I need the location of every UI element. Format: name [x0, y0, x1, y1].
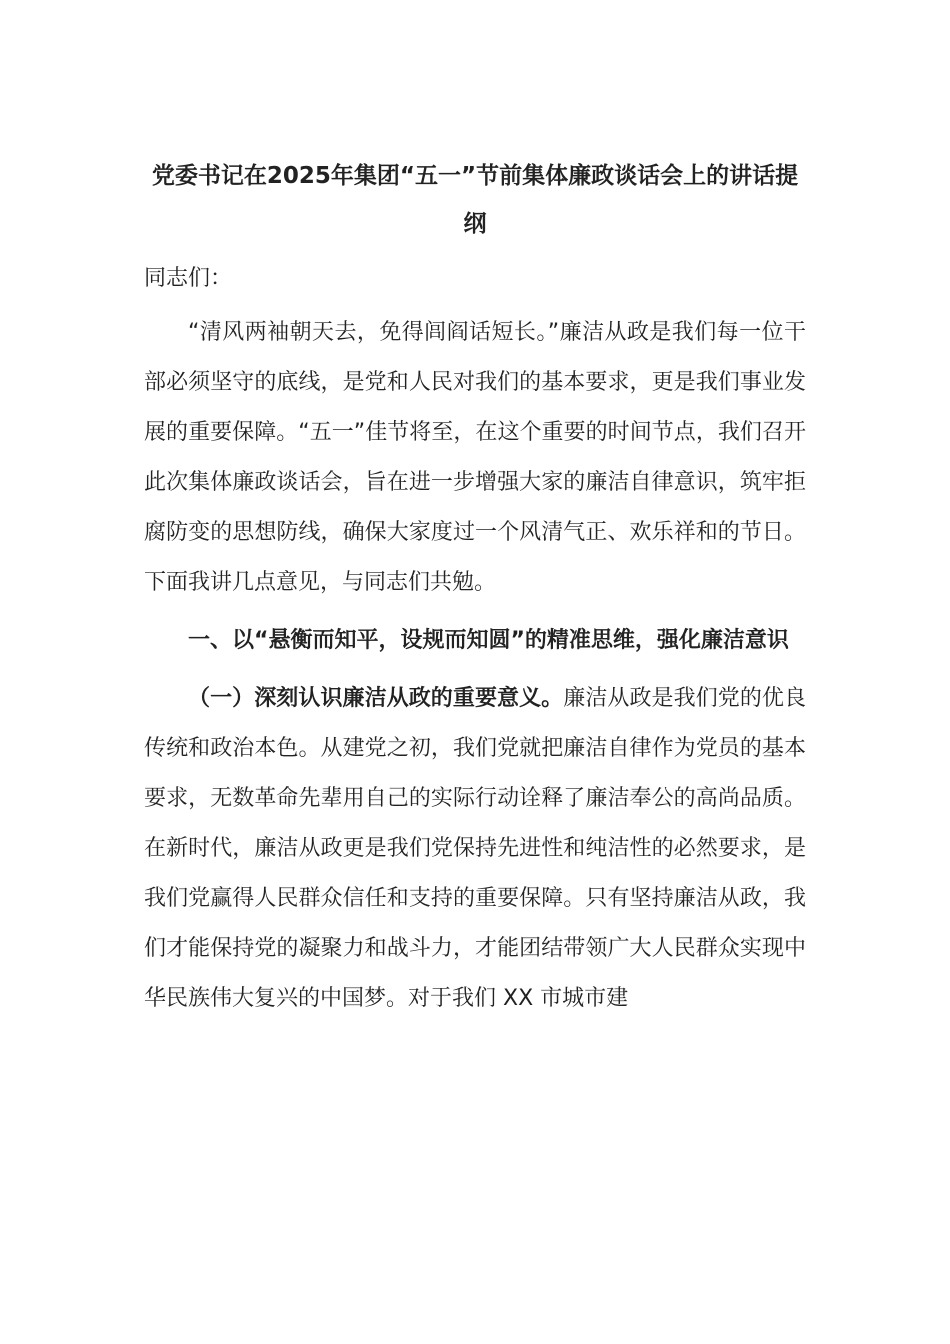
greeting: 同志们：: [144, 266, 233, 291]
subsection-1-body: 廉洁从政是我们党的优良传统和政治本色。从建党之初，我们党就把廉洁自律作为党员的基本要求，无数革命先辈用自己的实际行动诠释了廉洁奉公的高尚品质。在新时代，廉洁从政更是我们党保持先进性和纯洁性的必然要求，是我们党赢得人民群众信任和支持的重要保障。只有坚持廉洁从政，我们才能保持党的凝聚力和战斗力，才能团结带领广大人民群众实现中华民族伟大复兴的中国梦。对于我们 XX 市城市建: [144, 686, 806, 1011]
section-1-heading: 一、以“悬衡而知平，设规而知圆”的精准思维，强化廉洁意识: [188, 628, 789, 653]
intro-paragraph: “清风两袖朝天去，免得闾阎话短长。”廉洁从政是我们每一位干部必须坚守的底线，是党和人民对我们的基本要求，更是我们事业发展的重要保障。“五一”佳节将至，在这个重要的时间节点，我们召开此次集体廉政谈话会，旨在进一步增强大家的廉洁自律意识，筑牢拒腐防变的思想防线，确保大家度过一个风清气正、欢乐祥和的节日。下面我讲几点意见，与同志们共勉。: [144, 320, 806, 595]
subsection-1-paragraph: [144, 674, 806, 1024]
document-title: 党委书记在2025年集团“五一”节前集体廉政谈话会上的讲话提纲: [151, 163, 799, 237]
document-page: [144, 152, 806, 1024]
subsection-1-lead: （一）深刻认识廉洁从政的重要意义。: [188, 686, 564, 711]
